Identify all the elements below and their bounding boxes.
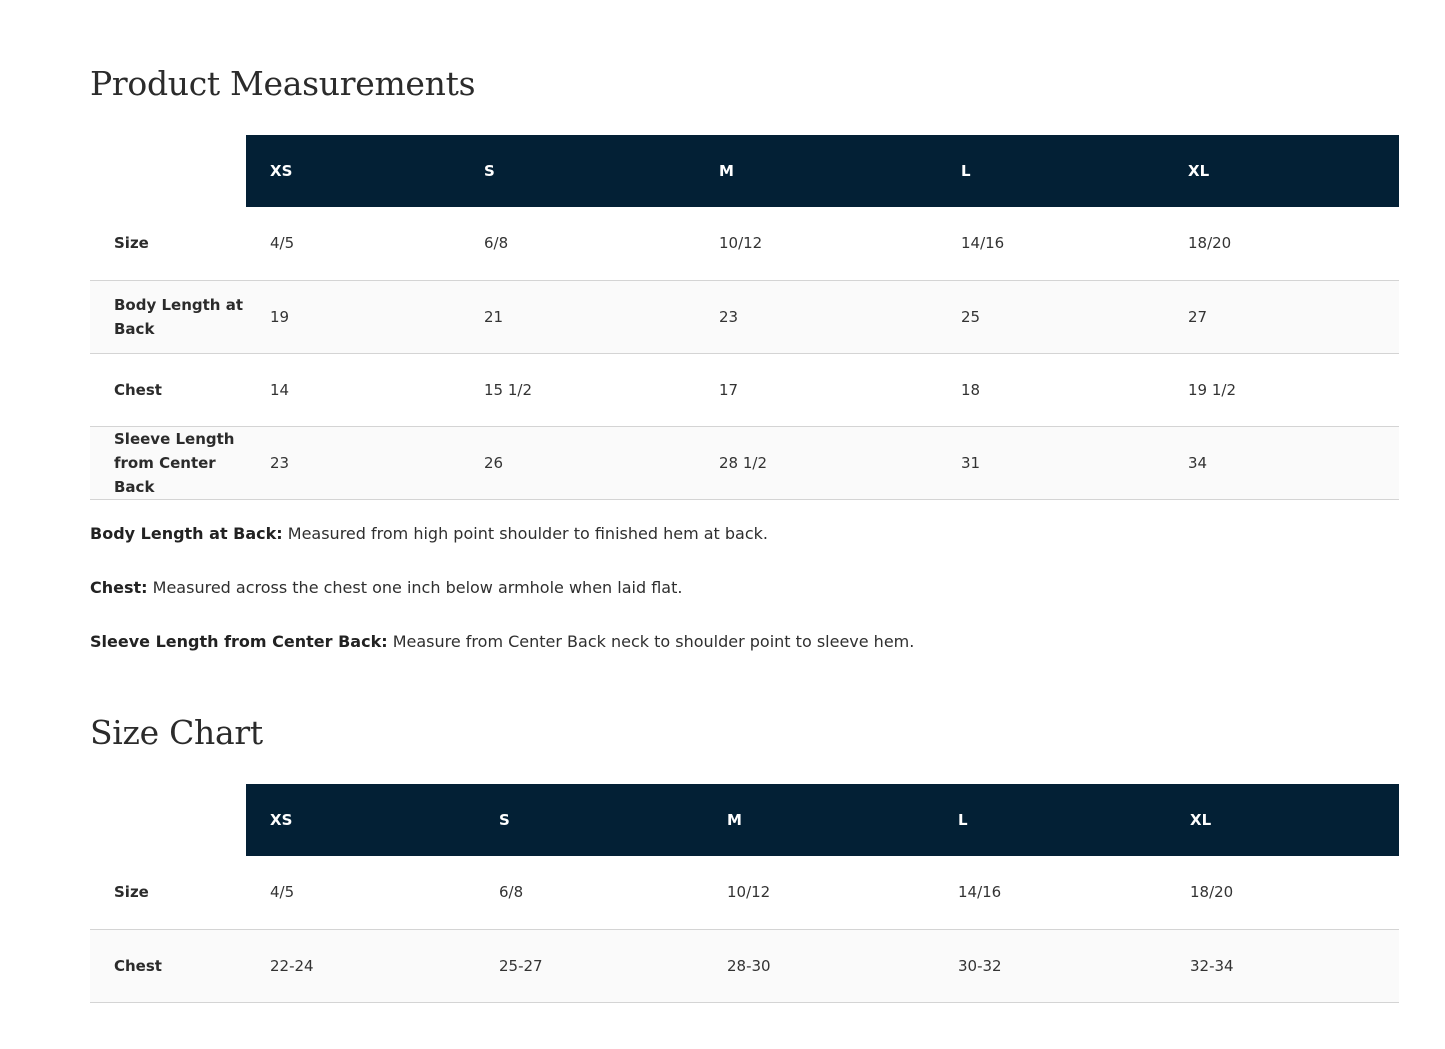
column-header-l: L [937,135,1164,207]
row-header-chest: Chest [114,956,162,975]
table-cell: 23 [719,307,739,326]
table-cell: 17 [719,380,739,399]
column-header-s: S [475,784,703,856]
table-row [90,856,1399,929]
table-cell: 6/8 [484,234,509,253]
table-cell: 22-24 [270,956,314,975]
table-cell: 28 1/2 [719,453,767,472]
column-header-xs: XS [246,135,460,207]
note-sleeve-length [90,630,1399,654]
table-cell: 31 [961,453,981,472]
table-row [90,207,1399,280]
table-cell: 14 [270,380,290,399]
note-text: Measured across the chest one inch below armhole when laid flat. [152,578,683,597]
table-cell: 15 1/2 [484,380,532,399]
note-term: Chest: [90,578,148,597]
table-row [90,280,1399,353]
table-cell: 18/20 [1188,234,1232,253]
table-cell: 10/12 [719,234,763,253]
row-header-sleeve-length: Sleeve Length from Center Back [114,429,235,496]
note-text: Measure from Center Back neck to shoulder point to sleeve hem. [392,632,915,651]
note-term: Sleeve Length from Center Back: [90,632,388,651]
table-row [90,929,1399,1002]
table-cell: 4/5 [270,234,295,253]
table-cell: 14/16 [961,234,1005,253]
table-header-row [90,135,1399,207]
table-cell: 32-34 [1190,956,1234,975]
column-header-xl: XL [1164,135,1399,207]
column-header-l: L [934,784,1166,856]
size-chart-title: Size Chart [90,713,263,752]
table-cell: 34 [1188,453,1208,472]
row-header-size: Size [114,234,149,253]
measurement-notes [90,522,1399,684]
row-header-chest: Chest [114,380,162,399]
table-cell: 18 [961,380,981,399]
product-measurements-title: Product Measurements [90,64,476,103]
table-cell: 19 1/2 [1188,380,1236,399]
table-cell: 30-32 [958,956,1002,975]
column-header-xs: XS [246,784,475,856]
table-corner-cell [90,784,246,856]
note-chest [90,576,1399,600]
table-row [90,353,1399,426]
column-header-xl: XL [1166,784,1399,856]
note-text: Measured from high point shoulder to finished hem at back. [287,524,769,543]
table-cell: 19 [270,307,290,326]
table-cell: 26 [484,453,504,472]
table-cell: 25 [961,307,981,326]
table-cell: 10/12 [727,883,771,902]
table-cell: 21 [484,307,504,326]
table-cell: 14/16 [958,883,1002,902]
table-cell: 25-27 [499,956,543,975]
size-chart-table [90,784,1399,1003]
column-header-m: M [703,784,934,856]
note-body-length [90,522,1399,546]
column-header-m: M [695,135,937,207]
product-measurements-table [90,135,1399,500]
table-header-row [90,784,1399,856]
table-cell: 6/8 [499,883,524,902]
table-row [90,426,1399,499]
table-cell: 23 [270,453,290,472]
note-term: Body Length at Back: [90,524,283,543]
row-header-size: Size [114,883,149,902]
table-cell: 27 [1188,307,1208,326]
column-header-s: S [460,135,695,207]
table-corner-cell [90,135,246,207]
table-cell: 18/20 [1190,883,1234,902]
table-cell: 4/5 [270,883,295,902]
row-header-body-length: Body Length at Back [114,295,243,338]
table-cell: 28-30 [727,956,771,975]
